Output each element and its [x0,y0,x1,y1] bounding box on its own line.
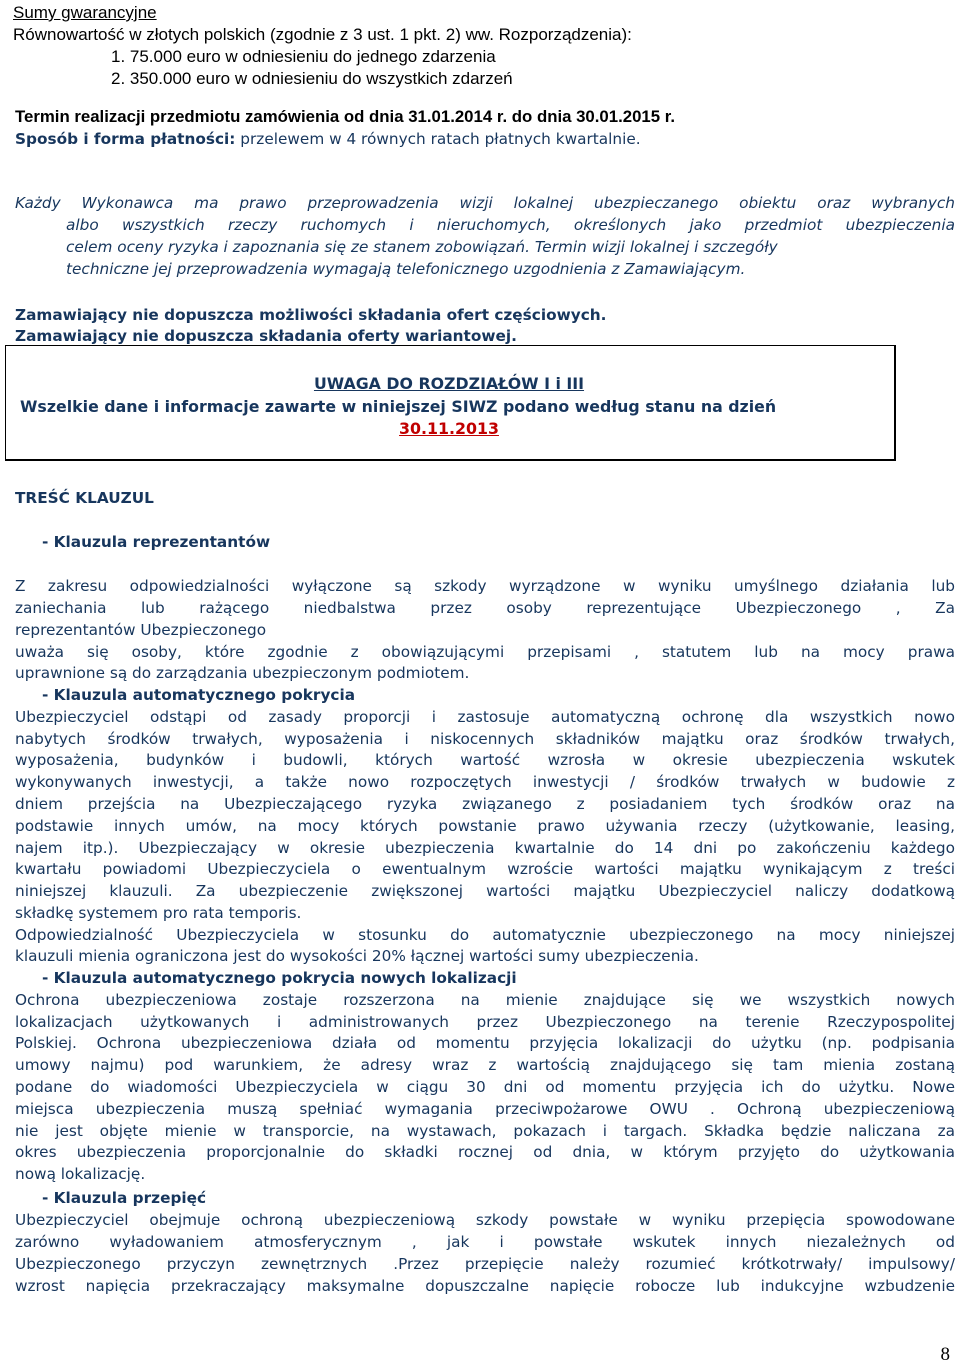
k2-text-6: podstawie innych umów, na mocy których powstanie prawo używania rzeczy (użytkowanie, leasing, [15,817,955,835]
k2-line-9 [15,881,955,903]
k1-text-4: uważa się osoby, które zgodnie z obowiązującymi przepisami , statutem lub na mocy prawa [15,643,955,661]
wizja-line-2 [66,215,955,237]
k2-line-2 [15,729,955,751]
k4-text-2: zarówno wyładowaniem atmosferycznym , jak i powstałe wskutek innych niezależnych od [15,1233,955,1251]
k3-text-8: okres ubezpieczenia proporcjonalnie do składki rocznej od dnia, w którym przyjęto do użytkowania [15,1143,955,1161]
k4-text-4: wzrost napięcia przekraczający maksymalne dopuszczalne napięcie robocze lub indukcyjne wzbudzenie [15,1277,955,1295]
uwaga-title: UWAGA DO ROZDZIAŁÓW I i III [313,374,585,393]
uwaga-date: 30.11.2013 [399,419,499,438]
k2-line-8 [15,859,955,881]
wizja-text-2: albo wszystkich rzeczy ruchomych i nieruchomych, określonych jako przedmiot ubezpieczenia [66,216,955,234]
k1-line-4 [15,642,955,664]
oferty-czesciowe: Zamawiający nie dopuszcza możliwości składania ofert częściowych. [15,306,607,324]
termin-realizacji: Termin realizacji przedmiotu zamówienia od dnia 31.01.2014 r. do dnia 30.01.2015 r. [15,107,676,126]
k3-line-3 [15,1033,955,1055]
sumy-item-1: 1. 75.000 euro w odniesieniu do jednego zdarzenia [111,47,496,66]
wizja-text-1: Każdy Wykonawca ma prawo przeprowadzenia wizji lokalnej ubezpieczanego obiektu oraz wybranych [15,194,955,212]
k1-text-1: Z zakresu odpowiedzialności wyłączone są szkody wyrządzone w wyniku umyślnego działania lub [15,577,955,595]
klauzula-automatycznego-pokrycia-heading: - Klauzula automatycznego pokrycia [42,686,356,704]
k2-line-12: klauzuli mienia ograniczona jest do wysokości 20% łącznej wartości sumy ubezpieczenia. [15,947,699,965]
k2-line-5 [15,794,955,816]
klauzula-reprezentantow-heading: - Klauzula reprezentantów [42,533,271,551]
k3-line-6 [15,1099,955,1121]
k4-line-1 [15,1210,955,1232]
k2-text-2: nabytych środków trwałych, wyposażenia i niskocennych składników majątku oraz środków trwałych, [15,730,955,748]
k2-text-11: Odpowiedzialność Ubezpieczyciela w stosunku do automatycznie ubezpieczonego na mocy niniejszej [15,926,955,944]
platnosc-text: przelewem w 4 równych ratach płatnych kwartalnie. [235,130,641,148]
wizja-text-3b: Termin wizji lokalnej i szczegóły [529,238,778,256]
klauzula-przepiec-heading: - Klauzula przepięć [42,1189,207,1207]
oferty-wariantowe: Zamawiający nie dopuszcza składania oferty wariantowej. [15,327,517,345]
k3-line-9: nową lokalizację. [15,1165,146,1183]
uwaga-text: Wszelkie dane i informacje zawarte w niniejszej SIWZ podano według stanu na dzień [20,397,777,416]
k2-text-7: najem itp.). Ubezpieczający w okresie ubezpieczenia kwartalnie do 14 dni po zakończeniu każdego [15,839,955,857]
k2-line-4 [15,772,955,794]
wizja-text-3a: celem oceny ryzyka i zapoznania się ze stanem zobowiązań. [66,238,530,256]
k3-text-1: Ochrona ubezpieczeniowa zostaje rozszerzona na mienie znajdujące się we wszystkich nowych [15,991,955,1009]
k2-line-6 [15,816,955,838]
k3-text-5: podane do wiadomości Ubezpieczyciela w ciągu 30 dni od momentu przyjęcia ich do użytku. Nowe [15,1078,955,1096]
k1-line-5: uprawnione są do zarządzania ubezpieczonym podmiotem. [15,664,470,682]
k2-text-9: niniejszej klauzuli. Za ubezpieczenie zwiększonej wartości majątku Ubezpieczyciel naliczy dodatkową [15,882,955,900]
k4-line-2 [15,1232,955,1254]
tresc-klauzul-heading: TREŚĆ KLAUZUL [15,489,154,507]
k4-text-3: Ubezpieczonego przyczyn zewnętrznych .Przez przepięcie należy rozumieć krótkotrwały/ impulsowy/ [15,1255,955,1273]
k4-line-3 [15,1254,955,1276]
k3-line-2 [15,1012,955,1034]
k3-text-2: lokalizacjach użytkowanych i administrowanych przez Ubezpieczonego na terenie Rzeczypospolitej [15,1013,955,1031]
k1-line-3: reprezentantów Ubezpieczonego [15,621,267,639]
k2-line-1 [15,707,955,729]
k3-line-5 [15,1077,955,1099]
k3-line-4 [15,1055,955,1077]
k2-text-3: wyposażenia, budynków i budowli, których wartość wzrosła w okresie ubezpieczenia wskutek [15,751,955,769]
k2-line-3 [15,750,955,772]
wizja-line-1 [15,193,955,215]
wizja-line-4: techniczne jej przeprowadzenia wymagają telefonicznego uzgodnienia z Zamawiającym. [66,260,746,278]
k4-text-1: Ubezpieczyciel obejmuje ochroną ubezpieczeniową szkody powstałe w wyniku przepięcia spowodowane [15,1211,955,1229]
k3-text-3: Polskiej. Ochrona ubezpieczeniowa działa od momentu przyjęcia lokalizacji do użytku (np. podpisania [15,1034,955,1052]
sumy-intro: Równowartość w złotych polskich (zgodnie z 3 ust. 1 pkt. 2) ww. Rozporządzenia): [13,25,632,44]
k3-text-6: miejsca ubezpieczenia muszą spełniać wymagania przeciwpożarowe OWU . Ochroną ubezpieczeniową [15,1100,955,1118]
k2-text-5: dniem przejścia na Ubezpieczającego ryzyka związanego z posiadaniem tych środków oraz na [15,795,955,813]
k2-text-4: wykonywanych inwestycji, a także nowo rozpoczętych inwestycji / środków trwałych w budowie z [15,773,955,791]
platnosc-label: Sposób i forma płatności: [15,130,236,148]
sumy-item-2: 2. 350.000 euro w odniesieniu do wszystkich zdarzeń [111,69,513,88]
k3-text-4: umowy najmu) pod warunkiem, że adresy wraz z wartością znajdującego się tam mienia zostaną [15,1056,955,1074]
k1-text-2: zaniechania lub rażącego niedbalstwa przez osoby reprezentujące Ubezpieczonego , Za [15,599,955,617]
k3-text-7: nie jest objęte mienie w transporcie, na wystawach, pokazach i targach. Składka będzie naliczana za [15,1122,955,1140]
k2-line-7 [15,838,955,860]
klauzula-nowych-lokalizacji-heading: - Klauzula automatycznego pokrycia nowych lokalizacji [42,969,517,987]
platnosc-line [15,129,641,151]
k1-line-2 [15,598,955,620]
section-heading-sumy: Sumy gwarancyjne [13,3,157,22]
k2-line-11 [15,925,955,947]
k3-line-7 [15,1121,955,1143]
k3-line-1 [15,990,955,1012]
page-number: 8 [940,1344,950,1365]
k4-line-4 [15,1276,955,1298]
wizja-line-3 [66,237,778,259]
k2-text-8: kwartału powiadomi Ubezpieczyciela o ewentualnym wzroście wartości majątku wynikającym z treści [15,860,955,878]
k1-line-1 [15,576,955,598]
k2-line-10: składkę systemem pro rata temporis. [15,904,302,922]
k2-text-1: Ubezpieczyciel odstąpi od zasady proporcji i zastosuje automatyczną ochronę dla wszystkich nowo [15,708,955,726]
k3-line-8 [15,1142,955,1164]
